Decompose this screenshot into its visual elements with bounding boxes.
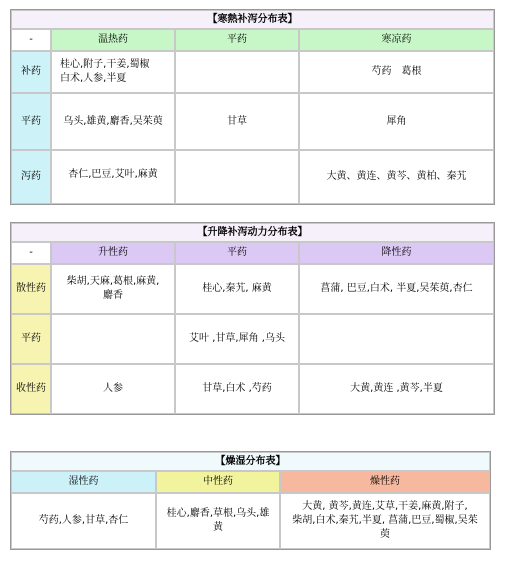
row-label: 平药 bbox=[11, 93, 51, 150]
table-cell: 犀角 bbox=[299, 93, 494, 150]
table-cell: 柴胡,天麻,葛根,麻黄, 麝香 bbox=[51, 264, 175, 314]
table-cell: 芍药 葛根 bbox=[299, 51, 494, 93]
table-cell: 艾叶 ,甘草,犀角 ,乌头 bbox=[175, 314, 299, 364]
table-cell: 大黄,黄连 ,黄芩,半夏 bbox=[299, 364, 494, 414]
table-cell: 菖蒲, 巴豆,白术, 半夏,吴茱萸,杏仁 bbox=[299, 264, 494, 314]
table-cell: 大黄, 黄芩,黄连,艾草,干姜,麻黄,附子, 柴胡,白术,秦艽,半夏, 菖蒲,巴豆,蜀椒,吴茱 萸 bbox=[280, 493, 490, 549]
table-title: 【寒熱补泻分布表】 bbox=[11, 10, 494, 29]
table-cell bbox=[51, 314, 175, 364]
table-cell: 芍药,人参,甘草,杏仁 bbox=[11, 493, 156, 549]
header-wet: 湿性药 bbox=[11, 471, 156, 493]
header-warm: 温热药 bbox=[51, 29, 175, 51]
header-descend: 降性药 bbox=[299, 242, 494, 264]
table-cell: 桂心,秦艽, 麻黄 bbox=[175, 264, 299, 314]
header-ascend: 升性药 bbox=[51, 242, 175, 264]
header-blank: - bbox=[11, 29, 51, 51]
header-blank: - bbox=[11, 242, 51, 264]
row-label: 泻药 bbox=[11, 150, 51, 204]
row-label: 收性药 bbox=[11, 364, 51, 414]
dry-wet-table bbox=[10, 451, 491, 550]
table-cell bbox=[175, 150, 299, 204]
header-neutral: 中性药 bbox=[156, 471, 280, 493]
table-cell: 甘草 bbox=[175, 93, 299, 150]
hot-cold-table bbox=[10, 9, 495, 205]
ascend-descend-table bbox=[10, 222, 495, 415]
header-neutral: 平药 bbox=[175, 29, 299, 51]
table-cell bbox=[299, 314, 494, 364]
header-cold: 寒凉药 bbox=[299, 29, 494, 51]
table-cell: 乌头,雄黄,麝香,吴茱萸 bbox=[51, 93, 175, 150]
table-title: 【升降补泻动力分布表】 bbox=[11, 223, 494, 242]
header-dry: 燥性药 bbox=[280, 471, 490, 493]
table-cell: 甘草,白术 ,芍药 bbox=[175, 364, 299, 414]
row-label: 散性药 bbox=[11, 264, 51, 314]
table-cell: 桂心,麝香,草根,乌头,雄 黄 bbox=[156, 493, 280, 549]
row-label: 补药 bbox=[11, 51, 51, 93]
row-label: 平药 bbox=[11, 314, 51, 364]
table-cell: 人参 bbox=[51, 364, 175, 414]
table-cell: 大黄、黄连、黄芩、黄柏、秦艽 bbox=[299, 150, 494, 204]
table-title: 【燥湿分布表】 bbox=[11, 452, 490, 471]
table-cell: 杏仁,巴豆,艾叶,麻黄 bbox=[51, 150, 175, 204]
table-cell bbox=[175, 51, 299, 93]
table-cell: 桂心,附子,干姜,蜀椒 白术,人参,半夏 bbox=[51, 51, 175, 93]
header-neutral: 平药 bbox=[175, 242, 299, 264]
